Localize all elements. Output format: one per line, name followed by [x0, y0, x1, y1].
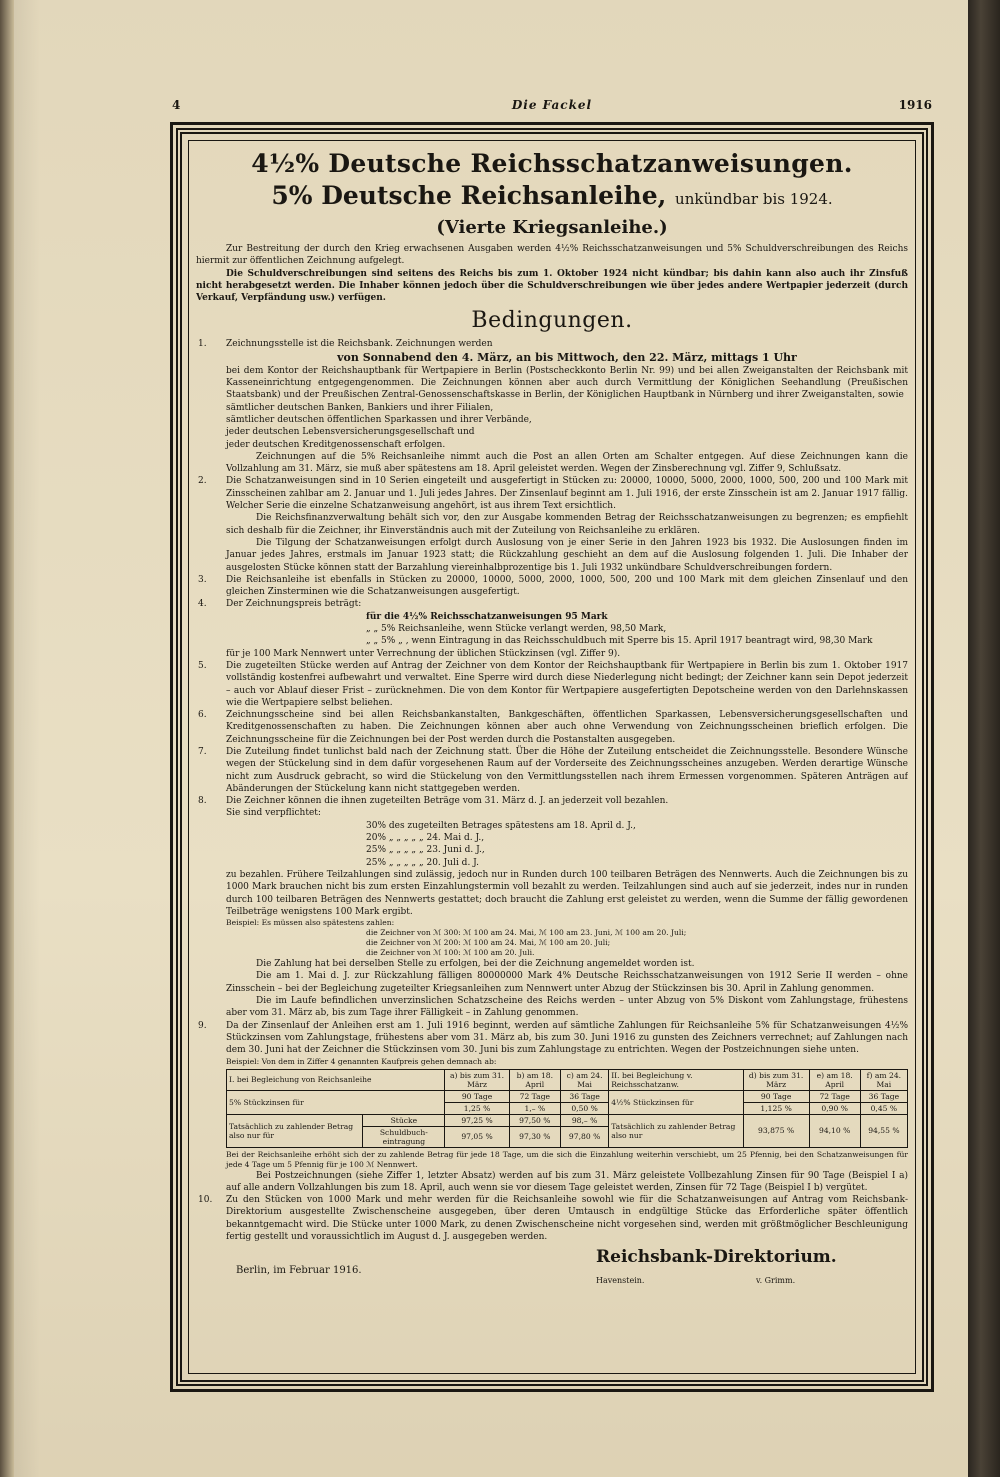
- condition-number: 8.: [198, 796, 207, 807]
- signing-organization: Reichsbank-Direktorium.: [596, 1247, 837, 1268]
- table-cell: 72 Tage: [509, 1090, 560, 1102]
- headline-treasury-notes: 4½% Deutsche Reichsschatzanweisungen.: [251, 149, 853, 178]
- table-row: [227, 1114, 908, 1126]
- condition-8-p1: zu bezahlen. Frühere Teilzahlungen sind zulässig, jedoch nur in Runden durch 100 teilbaren Beträgen des Nennwerts. Auch die Zeichnungen bis zu 1000 Mark brauchen nicht bis zum ersten Einzahlungstermin voll bezahlt zu werden. Teilzahlungen sind auch auf sie jederzeit, indes nur in runden durch 100 teilbaren Beträgen des Nennwerts gestattet; doch braucht die Zahlung erst geleistet zu werden, wenn die Summe der fällig gewordenen Teilbeträge wenigstens 100 Mark ergibt.: [226, 869, 908, 917]
- condition-1-dates: von Sonnabend den 4. März, an bis Mittwoch, den 22. März, mittags 1 Uhr: [337, 350, 797, 364]
- condition-1: [196, 338, 908, 475]
- condition-8-p3: Die am 1. Mai d. J. zur Rückzahlung fälligen 80000000 Mark 4% Deutsche Reichsschatzanweisungen von 1912 Serie II werden – ohne Zinsschein – bei der Begleichung zugeteilter Kriegsanleihen zum Nennwert unter Abzug der Stückzinsen bis 30. April in Zahlung genommen.: [226, 971, 908, 994]
- condition-6: [196, 709, 908, 746]
- condition-7: [196, 746, 908, 795]
- table-cell: II. bei Begleichung v. Reichsschatzanw.: [609, 1069, 743, 1090]
- condition-8-p2: Die Zahlung hat bei derselben Stelle zu erfolgen, bei der die Zeichnung angemeldet worden ist.: [256, 959, 695, 970]
- table-cell: 1,25 %: [445, 1102, 509, 1114]
- table-cell: 1,– %: [509, 1102, 560, 1114]
- condition-number: 3.: [198, 574, 207, 585]
- condition-1-list-item: jeder deutschen Lebensversicherungsgesellschaft und: [226, 427, 475, 438]
- condition-1-list-item: sämtlicher deutschen öffentlichen Sparkassen und ihrer Verbände,: [226, 414, 532, 425]
- signatory-name: v. Grimm.: [756, 1276, 796, 1286]
- table-cell: a) bis zum 31. März: [445, 1069, 509, 1090]
- signatory-name: Havenstein.: [596, 1276, 645, 1286]
- condition-3: [196, 574, 908, 599]
- price-row: „ „ 5% Reichsanleihe, wenn Stücke verlangt werden, 98,50 Mark,: [366, 624, 667, 635]
- condition-4: [196, 598, 908, 659]
- table-cell: 4½% Stückzinsen für: [609, 1090, 743, 1114]
- table-cell: Tatsächlich zu zahlender Betrag also nur: [609, 1114, 743, 1147]
- table-cell: 0,90 %: [809, 1102, 860, 1114]
- payment-schedule-row: 30% des zugeteilten Betrages spätestens am 18. April d. J.,: [366, 820, 636, 831]
- condition-5: [196, 660, 908, 709]
- condition-1-lead: Zeichnungsstelle ist die Reichsbank. Zeichnungen werden: [226, 339, 493, 350]
- table-cell: 36 Tage: [561, 1090, 609, 1102]
- condition-1-body: bei dem Kontor der Reichshauptbank für Wertpapiere in Berlin (Postscheckkonto Berlin Nr. 99) und bei allen Zweiganstalten der Reichsbank mit Kasseneinrichtung entgegengenommen. Die Zeichnungen können aber auch durch Vermittlung der Königlichen Seehandlung (Preußischen Staatsbank) und der Preußischen Zentral-Genossenschaftskasse in Berlin, der Königlichen Hauptbank in Nürnberg und ihrer Zweiganstalten, sowie: [226, 365, 908, 401]
- table-cell: 94,10 %: [809, 1114, 860, 1147]
- condition-number: 5.: [198, 660, 207, 671]
- condition-number: 7.: [198, 746, 207, 757]
- signatory-names: [596, 1275, 836, 1287]
- condition-9-note: Bei der Reichsanleihe erhöht sich der zu zahlende Betrag für jede 18 Tage, um die sich die Einzahlung weiterhin verschiebt, um 25 Pfennig, bei den Schatzanweisungen für jede 4 Tage um 5 Pfennig für je 100 ℳ Nennwert.: [226, 1149, 908, 1169]
- running-header: [172, 98, 932, 118]
- page-year: 1916: [898, 98, 932, 112]
- condition-9-post: Bei Postzeichnungen (siehe Ziffer 1, letzter Absatz) werden auf bis zum 31. März geleistete Vollbezahlung Zinsen für 90 Tage (Beispiel I a) auf alle andern Vollzahlungen bis zum 18. April, auch wenn sie vor diesem Tage geleistet werden, Zinsen für 72 Tage (Beispiel I b) vergütet.: [226, 1170, 908, 1193]
- condition-10: [196, 1194, 908, 1243]
- headline-fourth-war-loan: (Vierte Kriegsanleihe.): [436, 217, 668, 238]
- condition-number: 1.: [198, 339, 207, 350]
- table-cell: 93,875 %: [743, 1114, 809, 1147]
- advertisement-body: [196, 144, 908, 1370]
- signature-block: [196, 1249, 908, 1295]
- headline-war-loan-bold: 5% Deutsche Reichsanleihe,: [271, 181, 667, 210]
- payment-schedule-row: 20% „ „ „ „ „ 24. Mai d. J.,: [366, 833, 485, 844]
- condition-5-text: Die zugeteilten Stücke werden auf Antrag der Zeichner von dem Kontor der Reichshauptbank für Wertpapiere in Berlin bis zum 1. Oktober 1917 vollständig kostenfrei aufbewahrt und verwaltet. Eine Sperre wird durch diese Niederlegung nicht bedingt; der Zeichner kann sein Depot jederzeit – auch vor Ablauf dieser Frist – zurücknehmen. Die von dem Kontor für Wertpapiere ausgefertigten Depotscheine werden von den Darlehnskassen wie die Wertpapiere selbst beliehen.: [226, 660, 908, 708]
- table-cell: 0,45 %: [860, 1102, 907, 1114]
- condition-9-text: Da der Zinsenlauf der Anleihen erst am 1. Juli 1916 beginnt, werden auf sämtliche Zahlungen für Reichsanleihe 5% für Schatzanweisungen 4½% Stückzinsen vom Zahlungstage, frühestens aber vom 31. März ab, bis zum 30. Juni 1916 zu gunsten des Zeichners verrechnet; auf Zahlungen nach dem 30. Juni hat der Zeichner die Stückzinsen vom 30. Juni bis zum Zahlungstage zu entrichten. Wegen der Postzeichnungen siehe unten.: [226, 1020, 908, 1056]
- table-cell: Schuldbuch-eintragung: [363, 1126, 445, 1147]
- intro-paragraph-1: Zur Bestreitung der durch den Krieg erwachsenen Ausgaben werden 4½% Reichsschatzanweisungen und 5% Schuldverschreibungen des Reichs hiermit zur öffentlichen Zeichnung aufgelegt.: [196, 244, 908, 267]
- condition-number: 10.: [198, 1195, 213, 1206]
- table-cell: 97,05 %: [445, 1126, 509, 1147]
- table-cell: Stücke: [363, 1114, 445, 1126]
- headline-war-loan-tail: unkündbar bis 1924.: [675, 190, 833, 208]
- condition-9: [196, 1020, 908, 1194]
- condition-8-p4: Die im Laufe befindlichen unverzinslichen Schatzscheine des Reichs werden – unter Abzug von 5% Diskont vom Zahlungstage, frühestens aber vom 31. März ab, bis zum Tage ihrer Fälligkeit – in Zahlung genommen.: [226, 996, 908, 1019]
- page-number: 4: [172, 98, 181, 112]
- intro-paragraph-2: Die Schuldverschreibungen sind seitens des Reichs bis zum 1. Oktober 1924 nicht kündbar; bis dahin kann also auch ihr Zinsfuß nicht herabgesetzt werden. Die Inhaber können jedoch über die Schuldverschreibungen wie über jedes andere Wertpapier jederzeit (durch Verkauf, Verpfändung usw.) verfügen.: [196, 268, 908, 304]
- condition-1-list-item: sämtlicher deutschen Banken, Bankiers und ihrer Filialen,: [226, 402, 494, 413]
- table-cell: c) am 24. Mai: [561, 1069, 609, 1090]
- condition-7-text: Die Zuteilung findet tunlichst bald nach der Zeichnung statt. Über die Höhe der Zuteilung entscheidet die Zeichnungsstelle. Besondere Wünsche wegen der Stückelung sind in dem dafür vorgesehenen Raum auf der Vorderseite des Zeichnungsscheines anzugeben. Werden derartige Wünsche nicht zum Ausdruck gebracht, so wird die Stückelung von den Vermittlungsstellen nach ihrem Ermessen vorgenommen. Späteren Anträgen auf Abänderungen der Stückelung kann nicht stattgegeben werden.: [226, 746, 908, 794]
- table-cell: [227, 1114, 363, 1147]
- condition-10-text: Zu den Stücken von 1000 Mark und mehr werden für die Reichsanleihe sowohl wie für die Schatzanweisungen auf Antrag vom Reichsbank-Direktorium ausgestellte Zwischenscheine ausgegeben, über deren Umtausch in endgültige Stücke das Erforderliche später öffentlich bekanntgemacht wird. Die Stücke unter 1000 Mark, zu denen Zwischenscheine nicht vorgesehen sind, werden mit größtmöglicher Beschleunigung fertig gestellt und voraussichtlich im August d. J. ausgegeben werden.: [226, 1195, 908, 1242]
- pay-for: für: [262, 1130, 275, 1140]
- table-cell: 0,50 %: [561, 1102, 609, 1114]
- table-cell: 97,50 %: [509, 1114, 560, 1126]
- table-row: [227, 1069, 908, 1090]
- table-cell: 90 Tage: [445, 1090, 509, 1102]
- table-cell: e) am 18. April: [809, 1069, 860, 1090]
- table-cell: 5% Stückzinsen für: [227, 1090, 445, 1114]
- table-cell: 36 Tage: [860, 1090, 907, 1102]
- price-row: „ „ 5% „ , wenn Eintragung in das Reichsschuldbuch mit Sperre bis 15. April 1917 beantragt wird, 98,30 Mark: [366, 636, 873, 647]
- pay-label: Tatsächlich zu zahlender Betrag also nur: [229, 1121, 354, 1140]
- condition-4-lead: Der Zeichnungspreis beträgt:: [226, 599, 362, 610]
- table-cell: 1,125 %: [743, 1102, 809, 1114]
- condition-4-tail: für je 100 Mark Nennwert unter Verrechnung der üblichen Stückzinsen (vgl. Ziffer 9).: [226, 648, 621, 659]
- price-row: für die 4½% Reichsschatzanweisungen 95 Mark: [366, 611, 608, 622]
- condition-8-example-lead: Beispiel: Es müssen also spätestens zahlen:: [226, 918, 395, 928]
- payment-schedule-row: 25% „ „ „ „ „ 20. Juli d. J.: [366, 857, 479, 868]
- condition-8-obliged: Sie sind verpflichtet:: [226, 808, 321, 819]
- place-date: Berlin, im Februar 1916.: [236, 1265, 362, 1277]
- table-cell: d) bis zum 31. März: [743, 1069, 809, 1090]
- table-cell: 90 Tage: [743, 1090, 809, 1102]
- condition-1-list-item: jeder deutschen Kreditgenossenschaft erfolgen.: [226, 439, 446, 450]
- interest-example-table: [226, 1069, 908, 1148]
- condition-8-example: die Zeichner von ℳ 100: ℳ 100 am 20. Juli.: [366, 948, 535, 958]
- table-cell: 97,80 %: [561, 1126, 609, 1147]
- table-cell: f) am 24. Mai: [860, 1069, 907, 1090]
- condition-2-p2: Die Reichsfinanzverwaltung behält sich vor, den zur Ausgabe kommenden Betrag der Reichsschatzanweisungen zu begrenzen; es empfiehlt sich deshalb für die Zeichner, ihr Einverständnis auch mit der Zuteilung von Reichsanleihe zu erklären.: [226, 513, 908, 536]
- condition-8: [196, 795, 908, 1019]
- condition-8-lead: Die Zeichner können die ihnen zugeteilten Beträge vom 31. März d. J. an jederzeit voll bezahlen.: [226, 796, 669, 807]
- table-cell: 94,55 %: [860, 1114, 907, 1147]
- condition-6-text: Zeichnungsscheine sind bei allen Reichsbankanstalten, Bankgeschäften, öffentlichen Sparkassen, Lebensversicherungsgesellschaften und Kreditgenossenschaften zu haben. Die Zeichnungen können aber auch ohne Verwendung von Zeichnungsscheinen brieflich erfolgen. Die Zeichnungsscheine für die Zeichnungen bei der Post werden durch die Postanstalten ausgegeben.: [226, 710, 908, 745]
- condition-8-example: die Zeichner von ℳ 300: ℳ 100 am 24. Mai, ℳ 100 am 23. Juni, ℳ 100 am 20. Juli;: [366, 928, 687, 938]
- condition-3-text: Die Reichsanleihe ist ebenfalls in Stücken zu 20000, 10000, 5000, 2000, 1000, 500, 200 und 100 Mark mit dem gleichen Zinsenlauf und den gleichen Zinsterminen wie die Schatzanweisungen ausgefertigt.: [226, 574, 908, 598]
- table-row: [227, 1090, 908, 1102]
- book-edge: [968, 0, 1000, 1477]
- condition-number: 2.: [198, 476, 207, 487]
- table-cell: 72 Tage: [809, 1090, 860, 1102]
- payment-schedule-row: 25% „ „ „ „ „ 23. Juni d. J.,: [366, 845, 485, 856]
- table-cell: b) am 18. April: [509, 1069, 560, 1090]
- conditions-heading: Bedingungen.: [471, 308, 633, 334]
- table-cell: I. bei Begleichung von Reichsanleihe: [227, 1069, 445, 1090]
- condition-number: 6.: [198, 710, 207, 721]
- condition-8-example: die Zeichner von ℳ 200: ℳ 100 am 24. Mai, ℳ 100 am 20. Juli;: [366, 938, 611, 948]
- condition-2-p3: Die Tilgung der Schatzanweisungen erfolgt durch Auslosung von je einer Serie in den Jahren 1923 bis 1932. Die Auslosungen finden im Januar jedes Jahres, erstmals im Januar 1923 statt; die Rückzahlung geschieht an dem auf die Auslosung folgenden 1. Juli. Die Inhaber der ausgelosten Stücke können statt der Barzahlung viereinhalbprozentige bis 1. Juli 1932 unkündbare Schuldverschreibungen fordern.: [226, 537, 908, 573]
- headline-war-loan: [196, 180, 908, 215]
- condition-number: 4.: [198, 599, 207, 610]
- page-gutter: [0, 0, 14, 1477]
- condition-number: 9.: [198, 1020, 207, 1031]
- condition-2: [196, 475, 908, 573]
- table-cell: 97,30 %: [509, 1126, 560, 1147]
- table-cell: 98,– %: [561, 1114, 609, 1126]
- condition-9-example-lead: Beispiel: Von dem in Ziffer 4 genannten Kaufpreis gehen demnach ab:: [226, 1056, 497, 1066]
- journal-title: Die Fackel: [511, 98, 593, 112]
- condition-2-p1: Die Schatzanweisungen sind in 10 Serien eingeteilt und ausgefertigt in Stücken zu: 20000, 10000, 5000, 2000, 1000, 500, 200 und 100 Mark mit Zinsscheinen zahlbar am 2. Januar und 1. Juli jedes Jahres. Der Zinsenlauf beginnt am 1. Juli 1916, der erste Zinsschein ist am 2. Januar 1917 fällig. Welcher Serie die einzelne Schatzanweisung angehört, ist aus ihrem Text ersichtlich.: [226, 476, 908, 512]
- condition-1-post: Zeichnungen auf die 5% Reichsanleihe nimmt auch die Post an allen Orten am Schalter entgegen. Auf diese Zeichnungen kann die Vollzahlung am 31. März, sie muß aber spätestens am 18. April geleistet werden. Wegen der Zinsberechnung vgl. Ziffer 9, Schlußsatz.: [226, 451, 908, 475]
- table-cell: 97,25 %: [445, 1114, 509, 1126]
